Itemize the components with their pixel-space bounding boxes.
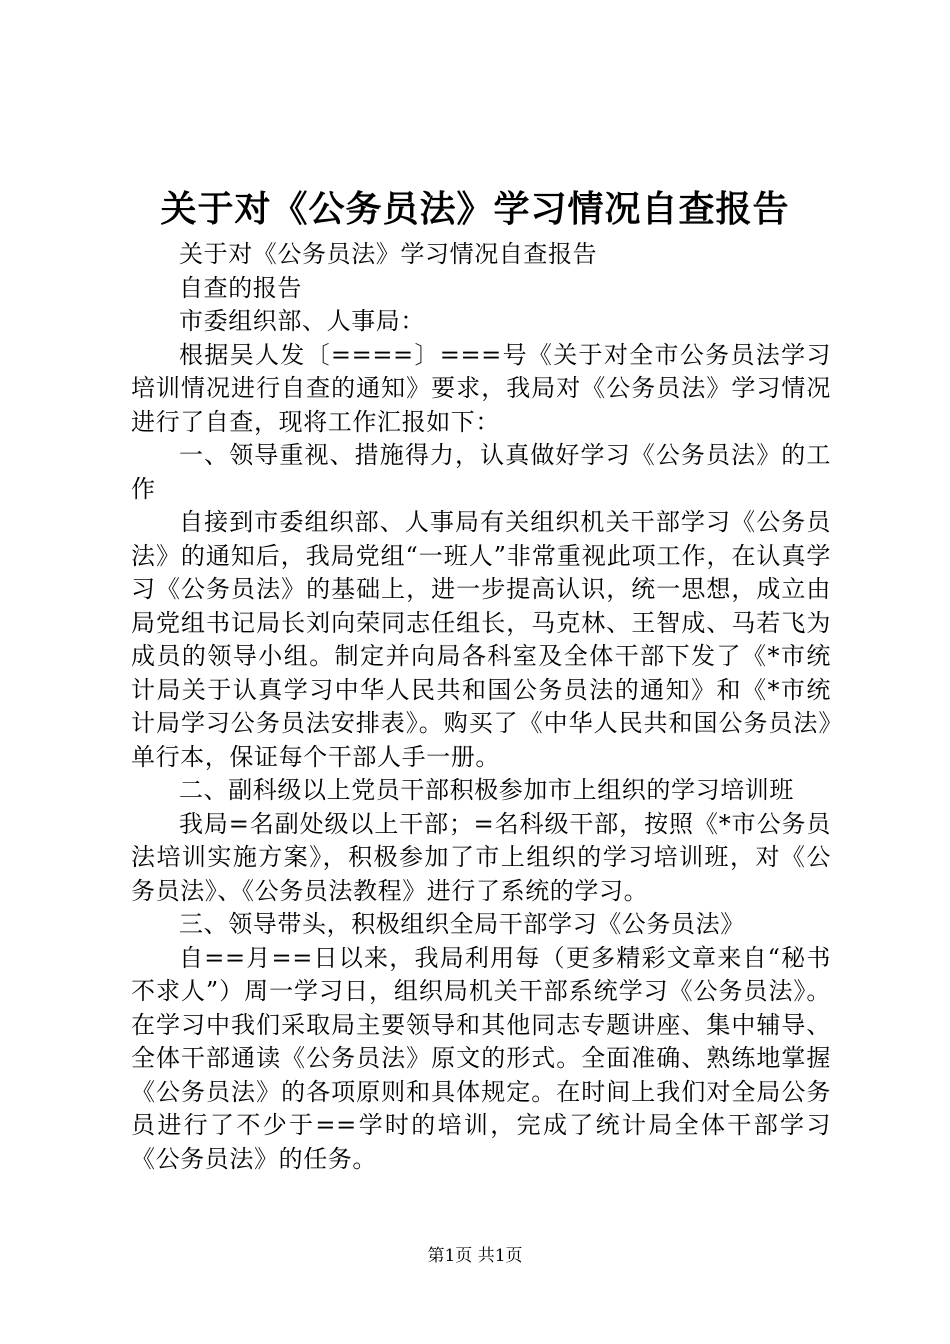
addressee-paragraph: 市委组织部、人事局： (179, 307, 425, 335)
page-number-footer: 第1页 共1页 (427, 1246, 523, 1266)
section-heading-3: 三、领导带头，积极组织全局干部学习《公务员法》 (179, 910, 745, 938)
section-body-2: 我局=名副处级以上干部；=名科级干部，按照《*市公务员法培训实施方案》，积极参加了市上组织的学习培训班，对《公务员法》、《公务员法教程》进行了系统的学习。 (131, 809, 831, 905)
document-title: 关于对《公务员法》学习情况自查报告 (160, 188, 790, 230)
section-body-3: 自==月==日以来，我局利用每（更多精彩文章来自“秘书不求人”）周一学习日，组织局机关干部系统学习《公务员法》。在学习中我们采取局主要领导和其他同志专题讲座、集中辅导、全体干部通读《公务员法》原文的形式。全面准确、熟练地掌握《公务员法》的各项原则和具体规定。在时间上我们对全局公务员进行了不少于==学时的培训，完成了统计局全体干部学习《公务员法》的任务。 (131, 943, 831, 1173)
subtitle-paragraph: 关于对《公务员法》学习情况自查报告 (179, 240, 598, 268)
document-body (131, 238, 831, 1176)
report-label-paragraph: 自查的报告 (179, 273, 302, 302)
section-body-1: 自接到市委组织部、人事局有关组织机关干部学习《公务员法》的通知后，我局党组“一班人”非常重视此项工作，在认真学习《公务员法》的基础上，进一步提高认识，统一思想，成立由局党组书记局长刘向荣同志任组长，马克林、王智成、马若飞为成员的领导小组。制定并向局各科室及全体干部下发了《*市统计局关于认真学习中华人民共和国公务员法的通知》和《*市统计局学习公务员法安排表》。购买了《中华人民共和国公务员法》单行本，保证每个干部人手一册。 (131, 508, 831, 771)
intro-paragraph: 根据吴人发〔====〕===号《关于对全市公务员法学习培训情况进行自查的通知》要求，我局对《公务员法》学习情况进行了自查，现将工作汇报如下： (131, 340, 831, 436)
section-heading-2: 二、副科级以上党员干部积极参加市上组织的学习培训班 (179, 776, 794, 804)
section-heading-1: 一、领导重视、措施得力，认真做好学习《公务员法》的工作 (131, 441, 831, 503)
